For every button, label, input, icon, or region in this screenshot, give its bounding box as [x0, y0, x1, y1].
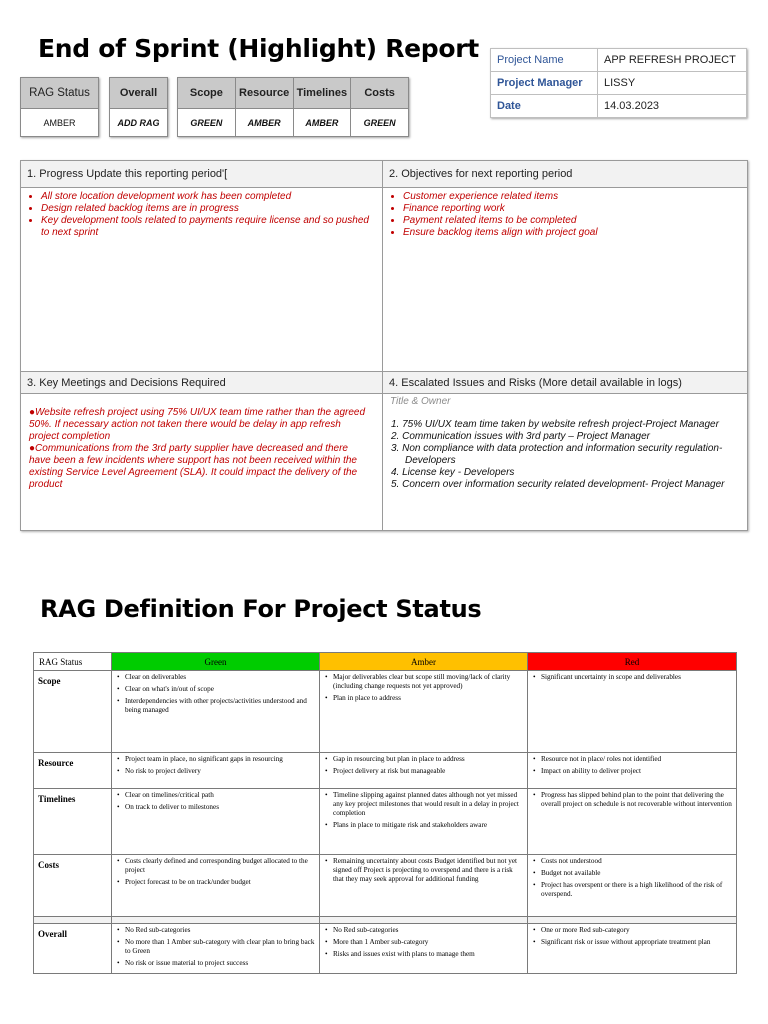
cell-green — [112, 855, 320, 917]
table-row — [34, 789, 737, 855]
definition-title: RAG Definition For Project Status — [40, 595, 482, 623]
cell-red — [528, 789, 737, 855]
table-row — [34, 924, 737, 974]
list-item: • Costs not understood — [541, 857, 732, 866]
cell-amber — [320, 671, 528, 753]
rag-status-label: RAG Status — [21, 78, 98, 109]
cell-red — [528, 855, 737, 917]
row-label: Resource — [34, 753, 112, 789]
list-item: • Project has overspent or there is a high likelihood of the risk of overspend. — [541, 881, 732, 899]
cell-green — [112, 753, 320, 789]
header-rag-status: RAG Status — [34, 653, 112, 671]
report-title: End of Sprint (Highlight) Report — [38, 34, 479, 63]
cell-red — [528, 753, 737, 789]
category-value-costs: GREEN — [363, 117, 396, 128]
list-item: • Project forecast to be on track/under budget — [125, 878, 315, 887]
row-label: Timelines — [34, 789, 112, 855]
list-item: • Interdependencies with other projects/activities understood and being managed — [125, 697, 315, 715]
issues-heading: 4. Escalated Issues and Risks (More detail available in logs) — [383, 372, 747, 394]
issues-subheading: Title & Owner — [390, 396, 451, 407]
table-row — [34, 855, 737, 917]
category-value-timelines: AMBER — [305, 117, 339, 128]
list-item: • Clear on what's in/out of scope — [125, 685, 315, 694]
list-item: 2. Communication issues with 3rd party – Project Manager — [391, 431, 651, 442]
info-row-date — [491, 95, 747, 118]
info-label: Project Manager — [491, 72, 598, 95]
cell-green — [112, 671, 320, 753]
list-item: • All store location development work has been completed — [41, 191, 377, 203]
overall-value: ADD RAG — [117, 117, 160, 128]
rag-status-value: AMBER — [43, 117, 76, 128]
table-header-row — [34, 653, 737, 671]
rag-status-box — [20, 77, 99, 137]
list-item: • No Red sub-categories — [333, 926, 523, 935]
list-item: • Ensure backlog items align with project goal — [403, 227, 743, 239]
meeting-item: ●Communications from the 3rd party supplier have decreased and there have been a few incidents where support has not been received within the existing Service Level Agreement (SLA). It could impact the delivery of the product — [29, 443, 358, 490]
list-item: • More than 1 Amber sub-category — [333, 938, 523, 947]
header-red: Red — [528, 653, 737, 671]
list-item: • Clear on timelines/critical path — [125, 791, 315, 800]
list-item: • Project delivery at risk but manageable — [333, 767, 523, 776]
cell-green — [112, 789, 320, 855]
list-item: 5. Concern over information security related development- Project Manager — [391, 479, 725, 490]
grid-divider — [382, 161, 383, 530]
table-row — [34, 671, 737, 753]
info-value: LISSY — [598, 72, 747, 95]
category-label-timelines: Timelines — [294, 78, 351, 109]
info-value: 14.03.2023 — [598, 95, 747, 118]
list-item: • Remaining uncertainty about costs Budget identified but not yet signed off Project is projecting to overspend and there is a risk that they may seek approval for additional funding — [333, 857, 523, 884]
list-item: • Impact on ability to deliver project — [541, 767, 732, 776]
info-row-project-manager — [491, 72, 747, 95]
row-label: Scope — [34, 671, 112, 753]
info-label: Date — [491, 95, 598, 118]
cell-red — [528, 924, 737, 974]
list-item: • On track to deliver to milestones — [125, 803, 315, 812]
list-item: • Key development tools related to payments require license and so pushed to next sprint — [41, 215, 377, 239]
objectives-heading: 2. Objectives for next reporting period — [383, 161, 747, 188]
list-item: • One or more Red sub-category — [541, 926, 732, 935]
overall-box — [109, 77, 168, 137]
list-item: • Finance reporting work — [403, 203, 743, 215]
list-item: 4. License key - Developers — [391, 467, 515, 478]
list-item: • No more than 1 Amber sub-category with clear plan to bring back to Green — [125, 938, 315, 956]
list-item: • Significant uncertainty in scope and deliverables — [541, 673, 732, 682]
table-row — [34, 753, 737, 789]
info-row-project-name — [491, 49, 747, 72]
info-value: APP REFRESH PROJECT — [598, 49, 747, 72]
category-value-resource: AMBER — [247, 117, 281, 128]
category-label-resource: Resource — [236, 78, 293, 109]
list-item: • Clear on deliverables — [125, 673, 315, 682]
row-label: Overall — [34, 924, 112, 974]
list-item: • No risk to project delivery — [125, 767, 315, 776]
project-info-table — [490, 48, 747, 118]
rag-definition-table — [33, 652, 737, 974]
list-item: • Customer experience related items — [403, 191, 743, 203]
list-item: • Plan in place to address — [333, 694, 523, 703]
list-item: • Timeline slipping against planned dates although not yet missed any key project milestones that would result in a delay in project completion — [333, 791, 523, 818]
cell-amber — [320, 753, 528, 789]
meeting-item: ●Website refresh project using 75% UI/UX team time rather than the agreed 50%. If necessary action not taken there would be delay in app refresh project completion — [29, 407, 366, 442]
list-item: • Project team in place, no significant gaps in resourcing — [125, 755, 315, 764]
list-item: • Plans in place to mitigate risk and stakeholders aware — [333, 821, 523, 830]
category-value-scope: GREEN — [190, 117, 223, 128]
cell-amber — [320, 789, 528, 855]
list-item: • Costs clearly defined and corresponding budget allocated to the project — [125, 857, 315, 875]
info-label: Project Name — [491, 49, 598, 72]
cell-amber — [320, 924, 528, 974]
list-item: • Design related backlog items are in progress — [41, 203, 377, 215]
list-item: • Gap in resourcing but plan in place to address — [333, 755, 523, 764]
list-item: • No Red sub-categories — [125, 926, 315, 935]
cell-red — [528, 671, 737, 753]
cell-green — [112, 924, 320, 974]
table-spacer-row — [34, 917, 737, 924]
list-item: • Major deliverables clear but scope still moving/lack of clarity (including change requests not yet approved) — [333, 673, 523, 691]
list-item: • Payment related items to be completed — [403, 215, 743, 227]
overall-label: Overall — [110, 78, 167, 109]
report-sections-grid — [20, 160, 748, 531]
list-item: • No risk or issue material to project success — [125, 959, 315, 968]
category-label-costs: Costs — [351, 78, 408, 109]
header-amber: Amber — [320, 653, 528, 671]
list-item: 3. Non compliance with data protection and information security regulation- Developers — [391, 443, 723, 466]
cell-amber — [320, 855, 528, 917]
progress-list — [25, 191, 377, 239]
category-status-box — [177, 77, 409, 137]
list-item: 1. 75% UI/UX team time taken by website refresh project-Project Manager — [391, 419, 719, 430]
list-item: • Budget not available — [541, 869, 732, 878]
objectives-list — [387, 191, 743, 239]
list-item: • Significant risk or issue without appropriate treatment plan — [541, 938, 732, 947]
header-green: Green — [112, 653, 320, 671]
list-item: • Risks and issues exist with plans to manage them — [333, 950, 523, 959]
meetings-heading: 3. Key Meetings and Decisions Required — [21, 372, 382, 394]
row-label: Costs — [34, 855, 112, 917]
list-item: • Progress has slipped behind plan to the point that delivering the overall project on schedule is not recoverable without intervention — [541, 791, 732, 809]
progress-heading: 1. Progress Update this reporting period'[ — [21, 161, 382, 188]
category-label-scope: Scope — [178, 78, 235, 109]
issues-list — [391, 419, 729, 491]
list-item: • Resource not in place/ roles not identified — [541, 755, 732, 764]
